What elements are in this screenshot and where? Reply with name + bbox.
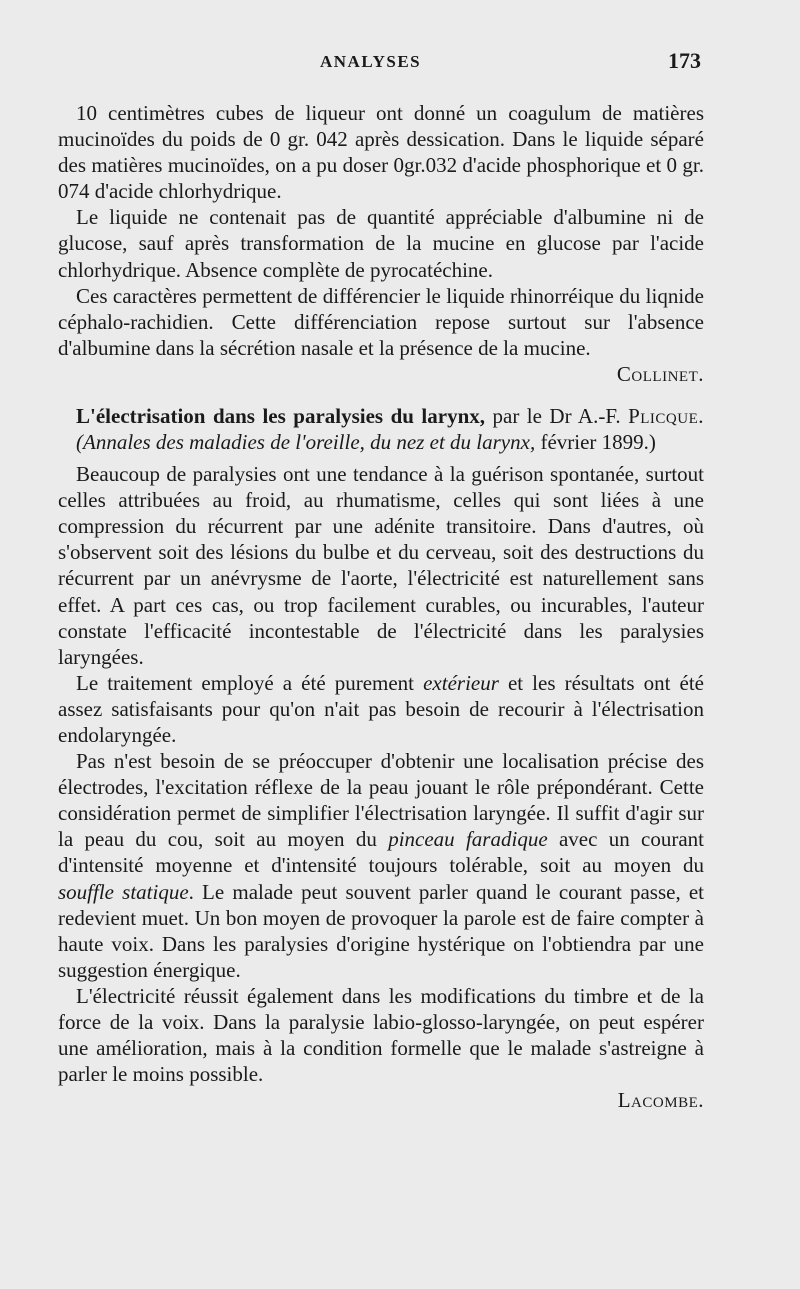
paragraph: [58, 283, 704, 361]
paragraph: [58, 748, 704, 983]
running-header-title: ANALYSES: [320, 52, 422, 71]
emphasis: pinceau faradique: [388, 827, 548, 852]
text: Pas n'est besoin de se préoccuper d'obtenir une localisation précise des électrodes, l'excitation réflexe de la peau jouant le rôle prépondérant. Cette considération permet de simplifier l'électrisation laryngée. Il suffit d'agir sur la peau du cou, soit au moyen du: [58, 749, 704, 852]
paragraph: Le liquide ne contenait pas de quantité appréciable d'albumine ni de glucose, sauf après transformation de la mucine en glucose par l'acide chlorhydrique. Absence complète de pyrocatéchine.: [58, 205, 704, 282]
text: Le traitement employé a été purement: [76, 670, 424, 695]
paragraph: Beaucoup de paralysies ont une tendance à la guérison spontanée, surtout celles attribuées au froid, au rhumatisme, celles qui sont liées à une compression du récurrent par une adénite transitoire. Dans d'autres, où s'observent soit des lésions du bulbe et du cerveau, soit des destructions du récurrent par un anévrysme de l'aorte, l'électricité est naturellement sans effet. A part ces cas, ou trop facilement curables, ou incurables, l'auteur constate l'efficacité incontestable de l'électricité dans les paralysies laryngées.: [58, 462, 704, 669]
article-title: L'électrisation dans les paralysies du larynx,: [76, 404, 486, 429]
article-date: février 1899.): [535, 430, 656, 455]
paragraph: L'électricité réussit également dans les modifications du timbre et de la force de la voix. Dans la paralysie labio-glosso-laryngée, on peut espérer une amélioration, mais à la condition formelle que le malade s'astreigne à parler le moins possible.: [58, 983, 704, 1087]
signature-text: Lacombe.: [617, 1088, 704, 1113]
article-author: Plicque.: [628, 404, 704, 429]
signature-collinet: [58, 361, 704, 387]
article-heading: [58, 403, 704, 455]
page-body: [58, 100, 704, 1113]
paragraph: [58, 670, 704, 748]
paragraph-text: Ces caractères permettent de différencier le liquide rhinorréique du liqnide céphalo-rachidien. Cette différenciation repose surtout sur l'absence d'albumine dans la sécrétion nasale et la présence de la mucine.: [58, 283, 704, 360]
signature-text: Collinet.: [616, 361, 704, 386]
emphasis: souffle statique: [58, 879, 189, 904]
text: . Le malade peut souvent parler quand le courant passe, et redevient muet. Un bon moyen de provoquer la parole est de faire compter à haute voix. Dans les paralysies d'origine hystérique on l'obtiendra par une suggestion énergique.: [58, 879, 705, 982]
text: et les résultats ont été assez satisfaisants pour qu'on n'ait pas besoin de recourir à l'électrisation endolaryngée.: [58, 670, 705, 747]
article-byline: par le Dr A.-F.: [485, 404, 629, 429]
article-source: (Annales des maladies de l'oreille, du nez et du larynx,: [76, 430, 536, 455]
signature-lacombe: [58, 1087, 704, 1113]
emphasis: extérieur: [423, 670, 499, 695]
paragraph: 10 centimètres cubes de liqueur ont donné un coagulum de matières mucinoïdes du poids de 0 gr. 042 après dessication. Dans le liquide séparé des matières mucinoïdes, on a pu doser 0gr.032 d'acide phosphorique et 0 gr. 074 d'acide chlorhydrique.: [58, 101, 704, 204]
text: avec un courant d'intensité moyenne et d'intensité toujours tolérable, soit au moyen du: [58, 827, 705, 878]
page-number: 173: [668, 48, 701, 73]
